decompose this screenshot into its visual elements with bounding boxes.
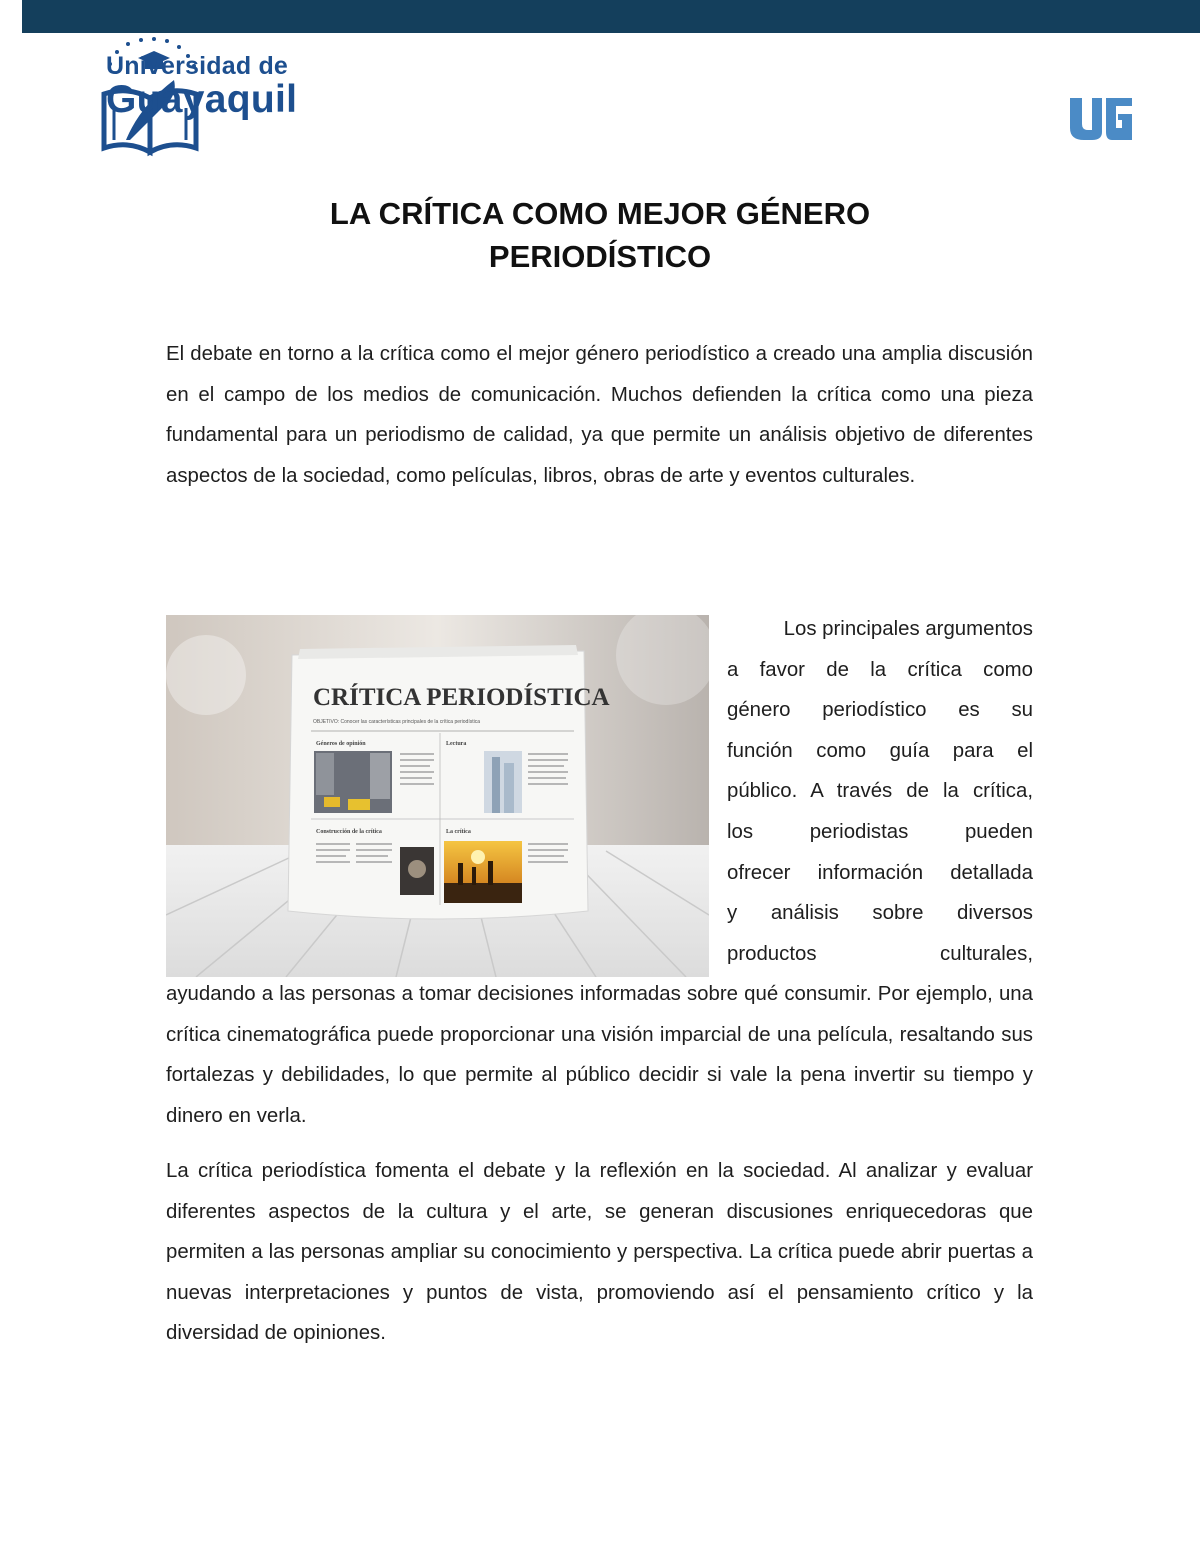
- side-paragraph: [727, 609, 1033, 974]
- university-name-line2: Guayaquil: [106, 78, 298, 121]
- newspaper-image: [166, 615, 709, 977]
- document-title: [200, 192, 1000, 278]
- side-line: Los principales argumentos: [783, 618, 1033, 640]
- section-construccion: Construcción de la crítica: [316, 829, 382, 835]
- paragraph-debate: La crítica periodística fomenta el debate y la reflexión en la sociedad. Al analizar y evaluar diferentes aspectos de la cultura y el arte, se generan discusiones enriquecedoras que permiten a las personas ampliar su conocimiento y perspectiva. La crítica puede abrir puertas a nuevas interpretaciones y puntos de vista, promoviendo así el pensamiento crítico y la diversidad de opiniones.: [166, 1160, 1033, 1345]
- section-lectura: Lectura: [446, 741, 467, 747]
- paragraph-arguments-continued: ayudando a las personas a tomar decisiones informadas sobre qué consumir. Por ejemplo, una crítica cinematográfica puede proporcionar una visión imparcial de una película, resaltando sus fortalezas y debilidades, lo que permite al público decidir si vale la pena invertir su tiempo y dinero en verla.: [166, 983, 1033, 1127]
- side-line: función como guía para el: [727, 739, 1033, 762]
- university-name-line1: Universidad de: [106, 52, 289, 80]
- side-line: ofrecer información detallada: [727, 861, 1033, 884]
- side-line: a favor de la crítica como: [727, 658, 1033, 681]
- section-generos: Géneros de opinión: [316, 741, 366, 747]
- side-line: y análisis sobre diversos: [727, 902, 1033, 925]
- side-line: público. A través de la crítica,: [727, 780, 1033, 803]
- header-bar: [22, 0, 1200, 33]
- side-line: género periodístico es su: [727, 699, 1033, 722]
- side-line: los periodistas pueden: [727, 820, 1033, 843]
- side-line: productos culturales,: [727, 942, 1033, 965]
- title-line-2: PERIODÍSTICO: [488, 239, 712, 274]
- ug-monogram-icon: [1068, 94, 1134, 140]
- title-line-1: LA CRÍTICA COMO MEJOR GÉNERO: [329, 196, 871, 231]
- newspaper-title: CRÍTICA PERIODÍSTICA: [313, 684, 610, 711]
- section-la-critica: La crítica: [446, 829, 471, 835]
- paragraph-intro: El debate en torno a la crítica como el mejor género periodístico a creado una amplia discusión en el campo de los medios de comunicación. Muchos defienden la crítica como una pieza fundamental para un periodismo de calidad, ya que permite un análisis objetivo de diferentes aspectos de la sociedad, como películas, libros, obras de arte y eventos culturales.: [166, 343, 1033, 487]
- newspaper-subtitle: OBJETIVO: Conocer las características principales de la crítica periodística: [313, 719, 481, 725]
